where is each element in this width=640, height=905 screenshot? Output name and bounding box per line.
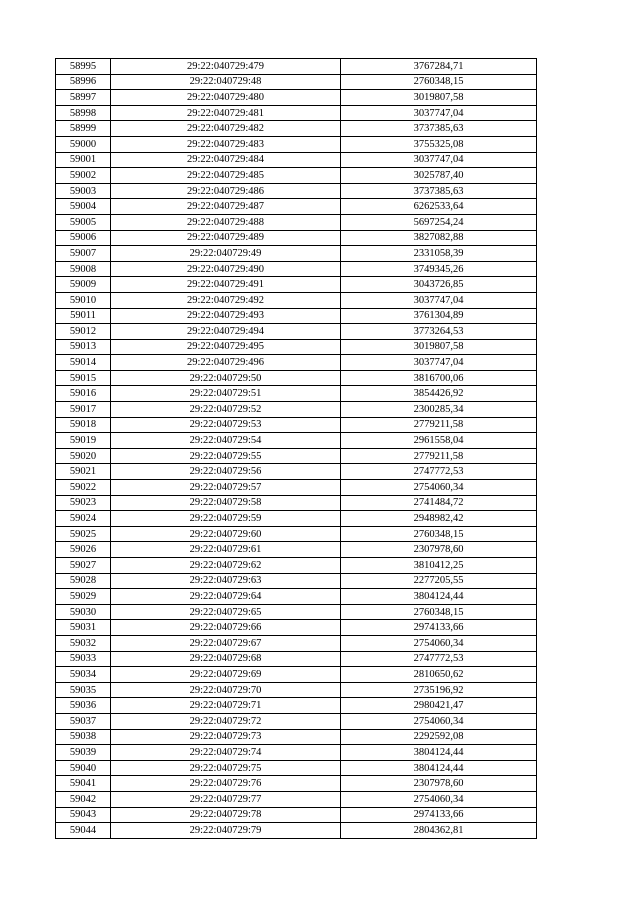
table-row <box>56 620 537 636</box>
value-cell: 3804124,44 <box>341 760 537 776</box>
table-row <box>56 136 537 152</box>
table-row <box>56 90 537 106</box>
row-number-cell: 59041 <box>56 776 111 792</box>
cadastral-number-cell: 29:22:040729:54 <box>111 433 341 449</box>
table-row <box>56 480 537 496</box>
table-row <box>56 464 537 480</box>
row-number-cell: 59032 <box>56 635 111 651</box>
value-cell: 3755325,08 <box>341 136 537 152</box>
table-row <box>56 526 537 542</box>
cadastral-number-cell: 29:22:040729:58 <box>111 495 341 511</box>
cadastral-number-cell: 29:22:040729:60 <box>111 526 341 542</box>
table-row <box>56 776 537 792</box>
row-number-cell: 59008 <box>56 261 111 277</box>
data-table <box>55 58 537 839</box>
row-number-cell: 58995 <box>56 59 111 75</box>
row-number-cell: 59006 <box>56 230 111 246</box>
row-number-cell: 59013 <box>56 339 111 355</box>
cadastral-number-cell: 29:22:040729:479 <box>111 59 341 75</box>
cadastral-number-cell: 29:22:040729:484 <box>111 152 341 168</box>
value-cell: 3804124,44 <box>341 745 537 761</box>
cadastral-number-cell: 29:22:040729:482 <box>111 121 341 137</box>
row-number-cell: 59043 <box>56 807 111 823</box>
cadastral-number-cell: 29:22:040729:487 <box>111 199 341 215</box>
value-cell: 3737385,63 <box>341 121 537 137</box>
value-cell: 3019807,58 <box>341 339 537 355</box>
table-row <box>56 713 537 729</box>
value-cell: 2754060,34 <box>341 635 537 651</box>
cadastral-number-cell: 29:22:040729:65 <box>111 604 341 620</box>
table-row <box>56 417 537 433</box>
value-cell: 6262533,64 <box>341 199 537 215</box>
row-number-cell: 59040 <box>56 760 111 776</box>
row-number-cell: 58997 <box>56 90 111 106</box>
cadastral-number-cell: 29:22:040729:56 <box>111 464 341 480</box>
table-row <box>56 308 537 324</box>
value-cell: 5697254,24 <box>341 214 537 230</box>
cadastral-number-cell: 29:22:040729:494 <box>111 324 341 340</box>
value-cell: 3019807,58 <box>341 90 537 106</box>
value-cell: 3816700,06 <box>341 370 537 386</box>
table-row <box>56 261 537 277</box>
row-number-cell: 59020 <box>56 448 111 464</box>
cadastral-number-cell: 29:22:040729:493 <box>111 308 341 324</box>
cadastral-number-cell: 29:22:040729:49 <box>111 246 341 262</box>
value-cell: 3749345,26 <box>341 261 537 277</box>
row-number-cell: 59029 <box>56 589 111 605</box>
row-number-cell: 59044 <box>56 823 111 839</box>
table-row <box>56 698 537 714</box>
value-cell: 3773264,53 <box>341 324 537 340</box>
row-number-cell: 59007 <box>56 246 111 262</box>
row-number-cell: 59005 <box>56 214 111 230</box>
value-cell: 2331058,39 <box>341 246 537 262</box>
value-cell: 2754060,34 <box>341 713 537 729</box>
value-cell: 2292592,08 <box>341 729 537 745</box>
table-row <box>56 199 537 215</box>
table-row <box>56 542 537 558</box>
table-row <box>56 152 537 168</box>
table-row <box>56 339 537 355</box>
row-number-cell: 59004 <box>56 199 111 215</box>
cadastral-number-cell: 29:22:040729:481 <box>111 105 341 121</box>
cadastral-number-cell: 29:22:040729:490 <box>111 261 341 277</box>
row-number-cell: 59025 <box>56 526 111 542</box>
value-cell: 3037747,04 <box>341 292 537 308</box>
cadastral-number-cell: 29:22:040729:480 <box>111 90 341 106</box>
cadastral-number-cell: 29:22:040729:73 <box>111 729 341 745</box>
row-number-cell: 59038 <box>56 729 111 745</box>
table-row <box>56 121 537 137</box>
row-number-cell: 59033 <box>56 651 111 667</box>
cadastral-number-cell: 29:22:040729:79 <box>111 823 341 839</box>
table-row <box>56 604 537 620</box>
row-number-cell: 59011 <box>56 308 111 324</box>
cadastral-number-cell: 29:22:040729:74 <box>111 745 341 761</box>
table-row <box>56 292 537 308</box>
row-number-cell: 59031 <box>56 620 111 636</box>
table-row <box>56 573 537 589</box>
table-row <box>56 760 537 776</box>
value-cell: 2760348,15 <box>341 74 537 90</box>
cadastral-number-cell: 29:22:040729:51 <box>111 386 341 402</box>
value-cell: 2804362,81 <box>341 823 537 839</box>
table-body <box>56 59 537 839</box>
row-number-cell: 59030 <box>56 604 111 620</box>
cadastral-number-cell: 29:22:040729:488 <box>111 214 341 230</box>
cadastral-number-cell: 29:22:040729:496 <box>111 355 341 371</box>
value-cell: 2307978,60 <box>341 542 537 558</box>
value-cell: 3737385,63 <box>341 183 537 199</box>
value-cell: 3810412,25 <box>341 558 537 574</box>
value-cell: 2974133,66 <box>341 620 537 636</box>
cadastral-number-cell: 29:22:040729:491 <box>111 277 341 293</box>
value-cell: 2779211,58 <box>341 417 537 433</box>
table-row <box>56 682 537 698</box>
cadastral-number-cell: 29:22:040729:69 <box>111 667 341 683</box>
value-cell: 3827082,88 <box>341 230 537 246</box>
cadastral-number-cell: 29:22:040729:59 <box>111 511 341 527</box>
table-row <box>56 402 537 418</box>
cadastral-number-cell: 29:22:040729:78 <box>111 807 341 823</box>
cadastral-number-cell: 29:22:040729:72 <box>111 713 341 729</box>
row-number-cell: 59036 <box>56 698 111 714</box>
cadastral-number-cell: 29:22:040729:75 <box>111 760 341 776</box>
table-row <box>56 823 537 839</box>
row-number-cell: 59000 <box>56 136 111 152</box>
row-number-cell: 59003 <box>56 183 111 199</box>
row-number-cell: 59034 <box>56 667 111 683</box>
table-row <box>56 370 537 386</box>
table-row <box>56 386 537 402</box>
row-number-cell: 59017 <box>56 402 111 418</box>
cadastral-number-cell: 29:22:040729:71 <box>111 698 341 714</box>
row-number-cell: 59028 <box>56 573 111 589</box>
row-number-cell: 59015 <box>56 370 111 386</box>
row-number-cell: 59002 <box>56 168 111 184</box>
value-cell: 3804124,44 <box>341 589 537 605</box>
row-number-cell: 59035 <box>56 682 111 698</box>
table-row <box>56 59 537 75</box>
value-cell: 3761304,89 <box>341 308 537 324</box>
row-number-cell: 58998 <box>56 105 111 121</box>
row-number-cell: 59001 <box>56 152 111 168</box>
table-row <box>56 791 537 807</box>
value-cell: 2735196,92 <box>341 682 537 698</box>
row-number-cell: 59019 <box>56 433 111 449</box>
row-number-cell: 59021 <box>56 464 111 480</box>
row-number-cell: 59026 <box>56 542 111 558</box>
table-row <box>56 183 537 199</box>
value-cell: 3854426,92 <box>341 386 537 402</box>
cadastral-number-cell: 29:22:040729:70 <box>111 682 341 698</box>
row-number-cell: 59018 <box>56 417 111 433</box>
value-cell: 2974133,66 <box>341 807 537 823</box>
cadastral-number-cell: 29:22:040729:64 <box>111 589 341 605</box>
table-row <box>56 495 537 511</box>
cadastral-number-cell: 29:22:040729:77 <box>111 791 341 807</box>
row-number-cell: 58999 <box>56 121 111 137</box>
table-row <box>56 635 537 651</box>
row-number-cell: 59024 <box>56 511 111 527</box>
table-row <box>56 729 537 745</box>
cadastral-number-cell: 29:22:040729:492 <box>111 292 341 308</box>
table-row <box>56 745 537 761</box>
cadastral-number-cell: 29:22:040729:483 <box>111 136 341 152</box>
cadastral-number-cell: 29:22:040729:63 <box>111 573 341 589</box>
row-number-cell: 59027 <box>56 558 111 574</box>
value-cell: 2760348,15 <box>341 526 537 542</box>
table-row <box>56 433 537 449</box>
cadastral-number-cell: 29:22:040729:62 <box>111 558 341 574</box>
row-number-cell: 59009 <box>56 277 111 293</box>
cadastral-number-cell: 29:22:040729:67 <box>111 635 341 651</box>
row-number-cell: 59016 <box>56 386 111 402</box>
row-number-cell: 59023 <box>56 495 111 511</box>
table-row <box>56 448 537 464</box>
row-number-cell: 59037 <box>56 713 111 729</box>
value-cell: 3037747,04 <box>341 152 537 168</box>
table-row <box>56 667 537 683</box>
cadastral-number-cell: 29:22:040729:53 <box>111 417 341 433</box>
value-cell: 2760348,15 <box>341 604 537 620</box>
row-number-cell: 59010 <box>56 292 111 308</box>
value-cell: 2779211,58 <box>341 448 537 464</box>
table-row <box>56 558 537 574</box>
value-cell: 2300285,34 <box>341 402 537 418</box>
value-cell: 2747772,53 <box>341 651 537 667</box>
table-row <box>56 589 537 605</box>
row-number-cell: 59014 <box>56 355 111 371</box>
table-row <box>56 807 537 823</box>
cadastral-number-cell: 29:22:040729:55 <box>111 448 341 464</box>
table-row <box>56 277 537 293</box>
cadastral-number-cell: 29:22:040729:57 <box>111 480 341 496</box>
table-row <box>56 74 537 90</box>
value-cell: 2754060,34 <box>341 791 537 807</box>
cadastral-number-cell: 29:22:040729:52 <box>111 402 341 418</box>
table-row <box>56 230 537 246</box>
value-cell: 3043726,85 <box>341 277 537 293</box>
row-number-cell: 58996 <box>56 74 111 90</box>
cadastral-number-cell: 29:22:040729:485 <box>111 168 341 184</box>
cadastral-number-cell: 29:22:040729:50 <box>111 370 341 386</box>
value-cell: 2810650,62 <box>341 667 537 683</box>
cadastral-number-cell: 29:22:040729:486 <box>111 183 341 199</box>
row-number-cell: 59039 <box>56 745 111 761</box>
row-number-cell: 59022 <box>56 480 111 496</box>
row-number-cell: 59042 <box>56 791 111 807</box>
value-cell: 2277205,55 <box>341 573 537 589</box>
table-row <box>56 355 537 371</box>
table-row <box>56 105 537 121</box>
table-row <box>56 511 537 527</box>
value-cell: 2741484,72 <box>341 495 537 511</box>
value-cell: 2747772,53 <box>341 464 537 480</box>
table-row <box>56 168 537 184</box>
value-cell: 2961558,04 <box>341 433 537 449</box>
row-number-cell: 59012 <box>56 324 111 340</box>
cadastral-number-cell: 29:22:040729:61 <box>111 542 341 558</box>
cadastral-number-cell: 29:22:040729:489 <box>111 230 341 246</box>
cadastral-number-cell: 29:22:040729:495 <box>111 339 341 355</box>
cadastral-number-cell: 29:22:040729:48 <box>111 74 341 90</box>
value-cell: 2980421,47 <box>341 698 537 714</box>
table-row <box>56 214 537 230</box>
value-cell: 2754060,34 <box>341 480 537 496</box>
value-cell: 3037747,04 <box>341 105 537 121</box>
table-row <box>56 651 537 667</box>
cadastral-number-cell: 29:22:040729:68 <box>111 651 341 667</box>
table-row <box>56 246 537 262</box>
cadastral-number-cell: 29:22:040729:66 <box>111 620 341 636</box>
cadastral-number-cell: 29:22:040729:76 <box>111 776 341 792</box>
value-cell: 3037747,04 <box>341 355 537 371</box>
value-cell: 3767284,71 <box>341 59 537 75</box>
value-cell: 3025787,40 <box>341 168 537 184</box>
value-cell: 2948982,42 <box>341 511 537 527</box>
table-row <box>56 324 537 340</box>
value-cell: 2307978,60 <box>341 776 537 792</box>
